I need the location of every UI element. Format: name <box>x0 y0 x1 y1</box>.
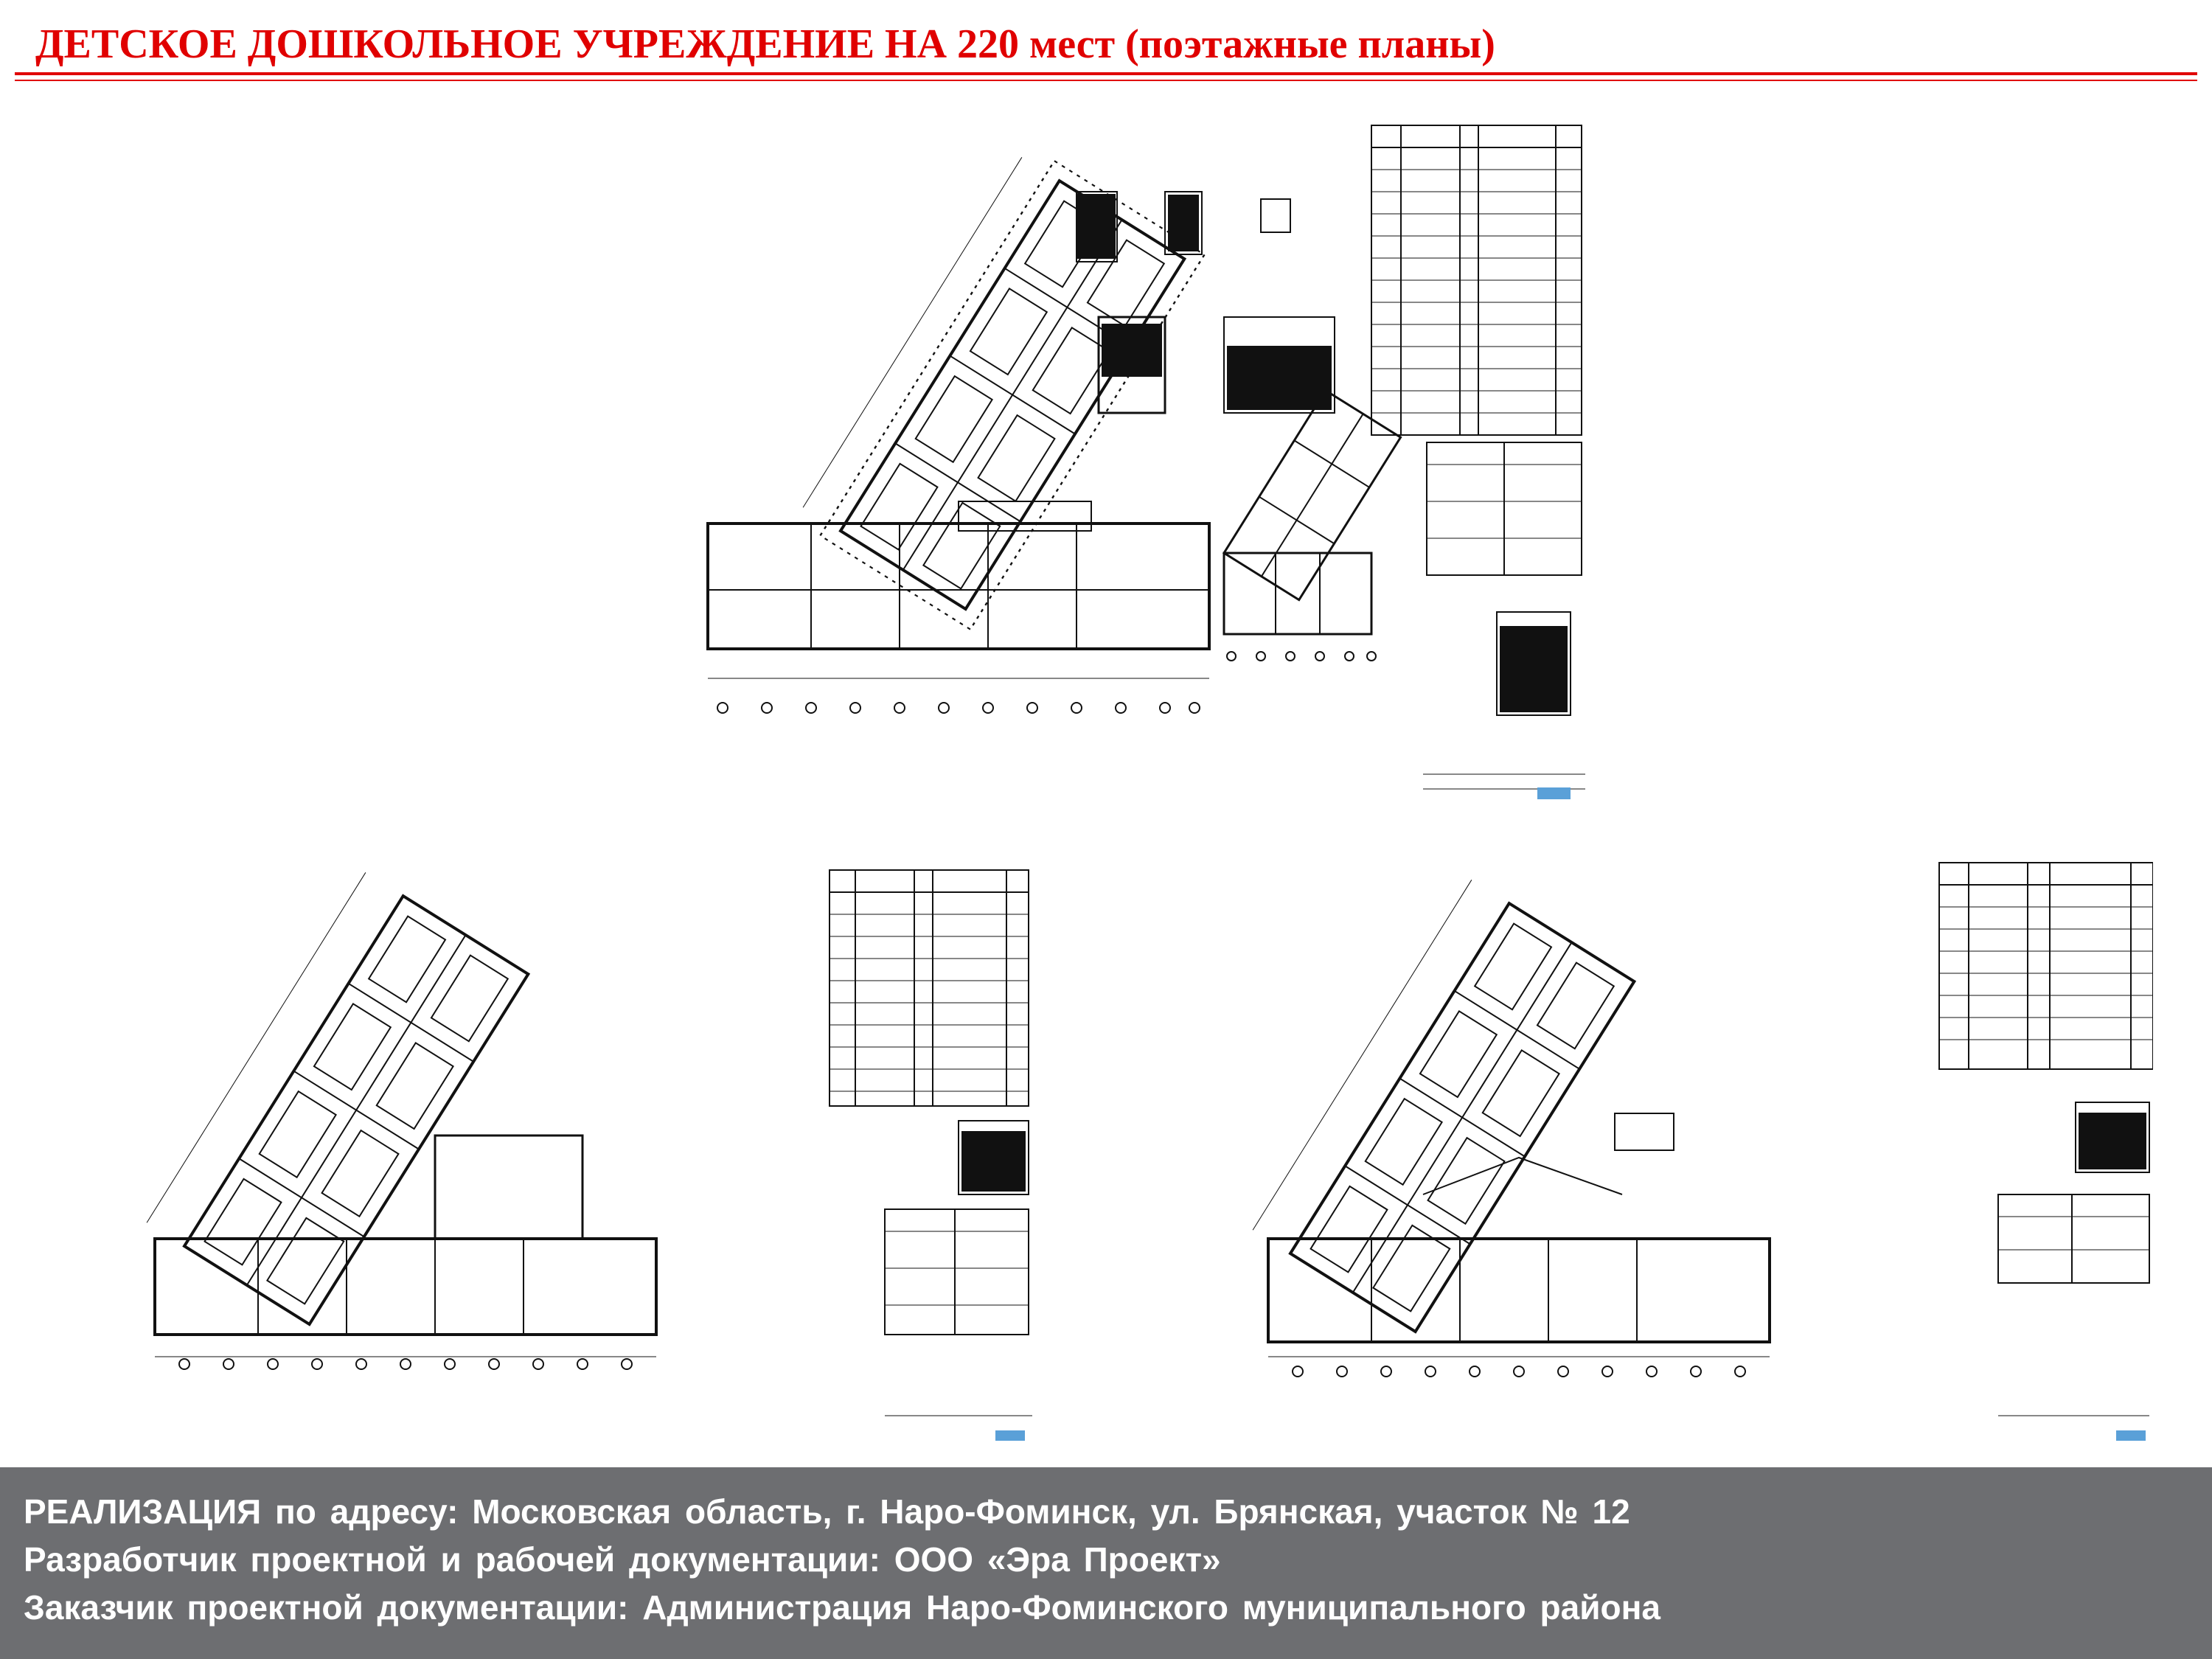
page-title: ДЕТСКОЕ ДОШКОЛЬНОЕ УЧРЕЖДЕНИЕ НА 220 мест (поэтажные планы) <box>35 21 1495 67</box>
footer-banner <box>0 1467 2212 1659</box>
stamp-highlight-right <box>2116 1430 2146 1441</box>
footer-customer: Заказчик проектной документации: Администрация Наро-Фоминского муниципального района <box>24 1588 1660 1627</box>
floor-plan-sheet-top <box>619 118 1593 811</box>
title-underline-thin <box>15 80 2197 81</box>
bottom-left-sheet-drawing <box>66 841 1040 1453</box>
top-sheet-drawing <box>619 118 1593 811</box>
bottom-right-sheet-drawing <box>1180 841 2153 1453</box>
title-underline <box>15 72 2197 75</box>
floor-plan-sheet-bottom-right <box>1180 841 2153 1453</box>
stamp-highlight-left <box>995 1430 1025 1441</box>
floor-plan-sheet-bottom-left <box>66 841 1040 1453</box>
footer-address: РЕАЛИЗАЦИЯ по адресу: Московская область, г. Наро-Фоминск, ул. Брянская, участок № 12 <box>24 1492 1630 1531</box>
stamp-highlight <box>1537 787 1571 799</box>
header <box>15 15 2197 81</box>
footer-developer: Разработчик проектной и рабочей документации: ООО «Эра Проект» <box>24 1540 1221 1579</box>
